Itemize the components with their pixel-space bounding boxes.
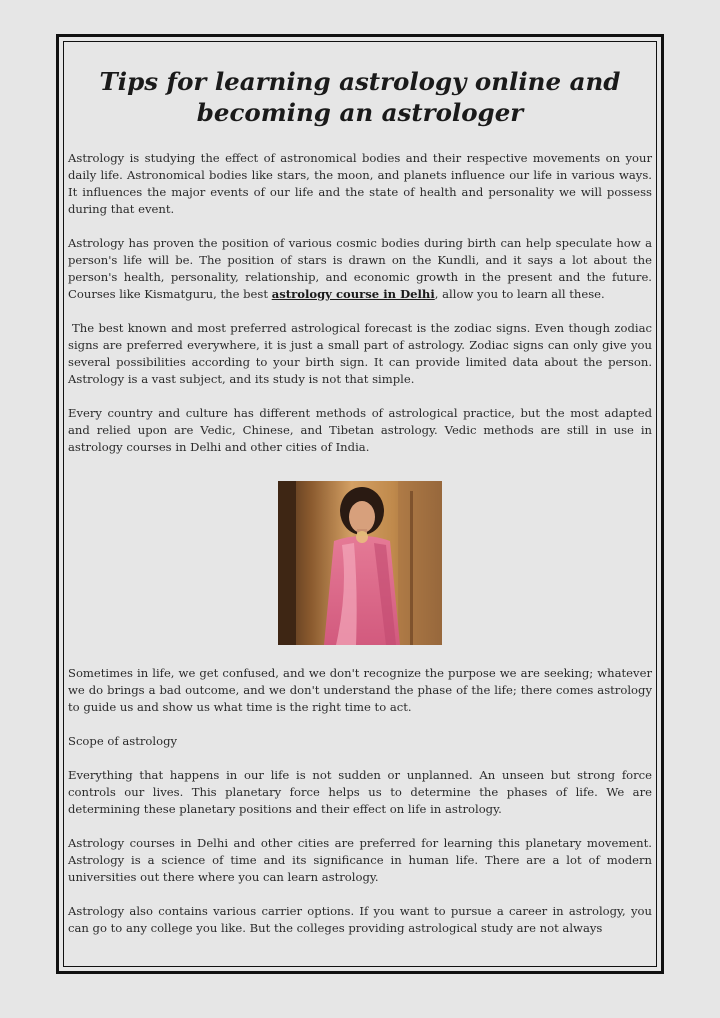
paragraph-kundli-tail: , allow you to learn all these. bbox=[434, 287, 605, 301]
astrology-course-link[interactable]: astrology course in Delhi bbox=[271, 287, 435, 301]
photo-spacer bbox=[68, 645, 652, 665]
paragraph-zodiac: The best known and most preferred astrological forecast is the zodiac signs. Even though zodiac signs are preferred everywhere, it is just a small part of astrology. Zodiac signs can only give you several possibilities according to your birth sign. It can provide limited data about the person. Astrology is a vast subject, and its study is not that simple. bbox=[68, 321, 652, 386]
section-heading-scope: Scope of astrology bbox=[68, 734, 178, 748]
paragraph-intro: Astrology is studying the effect of astronomical bodies and their respective movements on your daily life. Astronomical bodies like stars, the moon, and planets influence our life in various ways. It influences the major events of our life and the state of health and personality we will possess during that event. bbox=[68, 151, 652, 216]
document-title: Tips for learning astrology online and becoming an astrologer bbox=[99, 67, 621, 127]
document-body bbox=[68, 66, 652, 954]
paragraph-courses-delhi: Astrology courses in Delhi and other cities are preferred for learning this planetary movement. Astrology is a science of time and its significance in human life. There are a lot of modern universities out there where you can learn astrology. bbox=[68, 836, 652, 884]
astrologer-photo bbox=[278, 481, 442, 645]
paragraph-kundli bbox=[68, 235, 652, 303]
paragraph-methods: Every country and culture has different methods of astrological practice, but the most adapted and relied upon are Vedic, Chinese, and Tibetan astrology. Vedic methods are still in use in astrology courses in Delhi and other cities of India. bbox=[68, 406, 652, 454]
paragraph-kundli-text: Astrology has proven the position of various cosmic bodies during birth can help speculate how a person's life will be. The position of stars is drawn on the Kundli, and it says a lot about the person's health, personality, relationship, and economic growth in the present and the future. Courses like Kismatguru, the best bbox=[68, 236, 652, 301]
paragraph-planetary-force: Everything that happens in our life is not sudden or unplanned. An unseen but strong force controls our lives. This planetary force helps us to determine the phases of life. We are determining these planetary positions and their effect on life in astrology. bbox=[68, 768, 652, 816]
astrologer-photo-illustration bbox=[278, 481, 442, 645]
paragraph-confusion: Sometimes in life, we get confused, and we don't recognize the purpose we are seeking; whatever we do brings a bad outcome, and we don't understand the phase of the life; there comes astrology to guide us and show us what time is the right time to act. bbox=[68, 666, 652, 714]
photo-container bbox=[68, 481, 652, 645]
paragraph-career: Astrology also contains various carrier options. If you want to pursue a career in astrology, you can go to any college you like. But the colleges providing astrological study are not always bbox=[68, 904, 652, 935]
